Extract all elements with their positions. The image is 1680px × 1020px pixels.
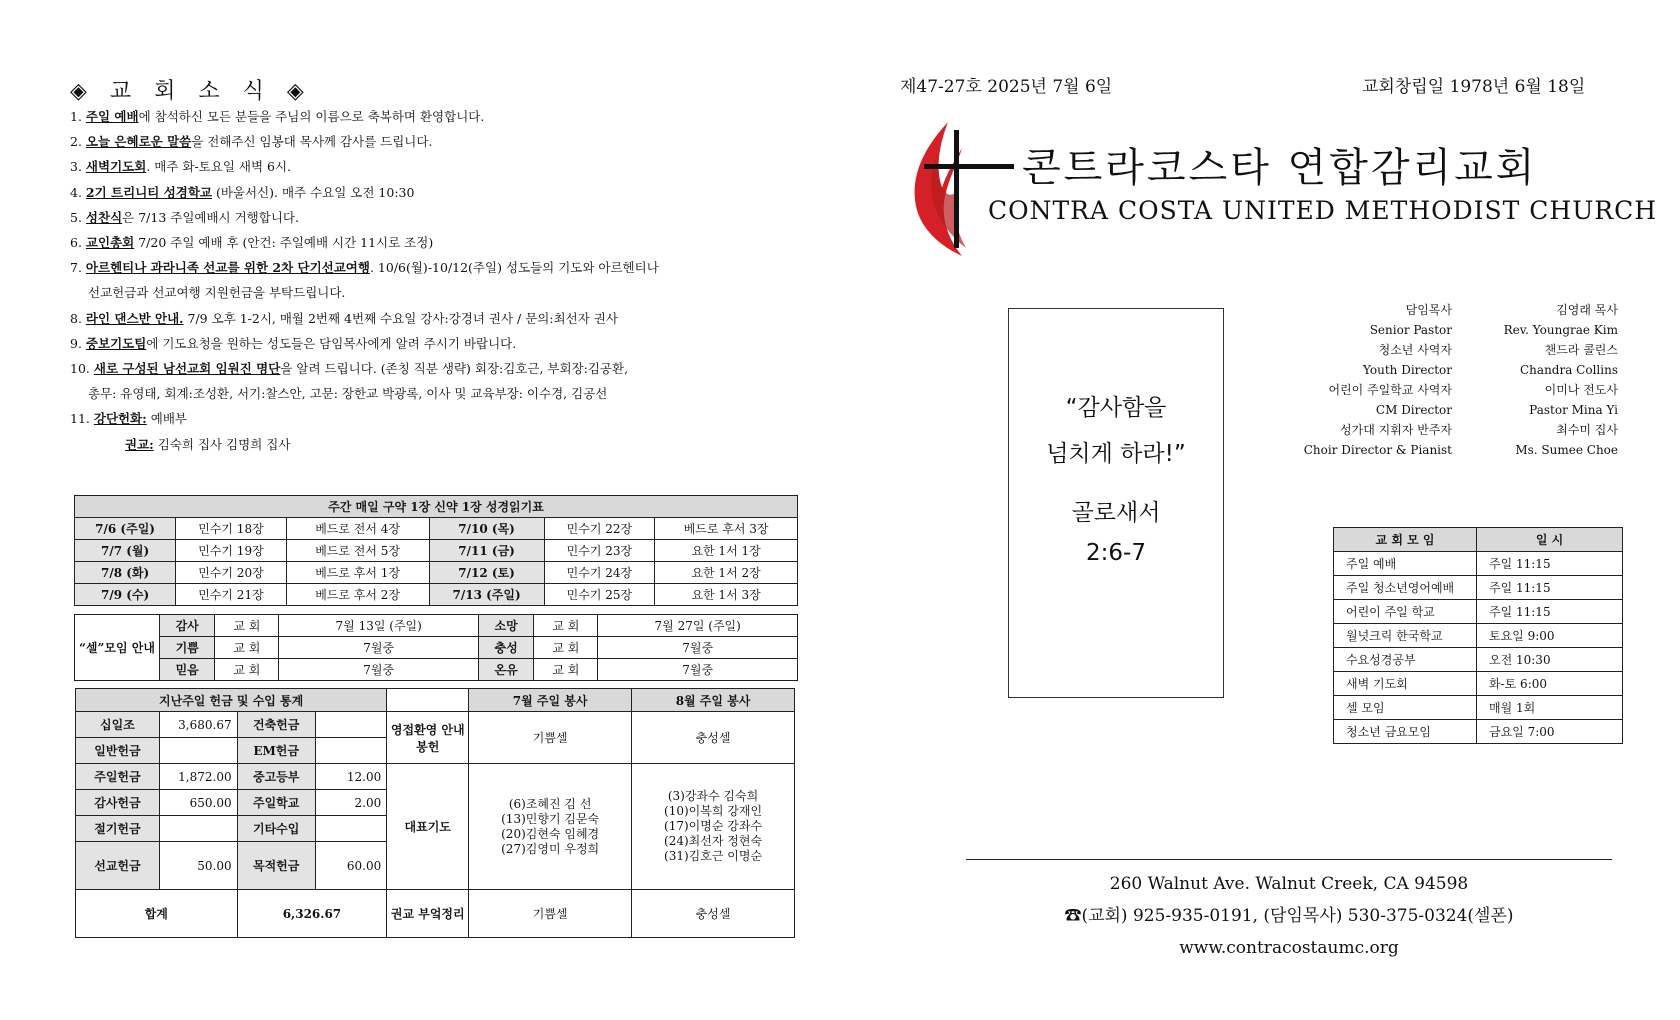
table-cell: 감사: [160, 615, 215, 637]
table-cell: 요한 1서 1장: [655, 540, 798, 562]
meetings-table: [1333, 527, 1623, 744]
issue-info: 제47-27호 2025년 7월 6일: [900, 77, 1113, 97]
news-item: 2. 오늘 은혜로운 말씀을 전해주신 임봉대 목사께 감사를 드립니다.: [70, 134, 433, 150]
table-row: [1334, 600, 1623, 624]
table-cell: 베드로 후서 3장: [655, 518, 798, 540]
table-cell: 주일 청소년영어예배: [1334, 576, 1477, 600]
table-cell: EM헌금: [237, 738, 315, 764]
table-cell: 650.00: [159, 790, 237, 816]
table-cell: 교 회: [215, 637, 279, 659]
table-cell: 2.00: [315, 790, 387, 816]
table-cell: 기쁨셀: [469, 890, 632, 938]
diamond-icon: ◈: [70, 79, 95, 104]
table-cell: 민수기 18장: [176, 518, 287, 540]
table-cell: 7/10 (목): [429, 518, 544, 540]
table-cell: 주일학교: [237, 790, 315, 816]
table-cell: 12.00: [315, 764, 387, 790]
news-item-cont: 권교: 김숙희 집사 김명희 집사: [125, 436, 291, 452]
table-cell: 요한 1서 3장: [655, 584, 798, 606]
table-cell: 7/13 (주일): [429, 584, 544, 606]
table-cell: 7월 주일 봉사: [469, 689, 632, 712]
table-cell: 3,680.67: [159, 712, 237, 738]
table-cell: 민수기 22장: [544, 518, 655, 540]
table-cell: 7/11 (금): [429, 540, 544, 562]
total-value: 6,326.67: [237, 890, 387, 938]
table-row: [75, 518, 798, 540]
table-cell: 주일 11:15: [1477, 600, 1623, 624]
table-cell: [315, 738, 387, 764]
table-cell: 청소년 금요모임: [1334, 720, 1477, 744]
table-cell: 일 시: [1477, 528, 1623, 552]
table-cell: 기쁨: [160, 637, 215, 659]
website-link[interactable]: www.contracostaumc.org: [1179, 938, 1399, 958]
news-item: 11. 강단헌화: 예배부: [70, 411, 187, 427]
table-cell: 영접환영 안내봉헌: [387, 712, 469, 764]
table-cell: 7/9 (수): [75, 584, 176, 606]
table-cell: 베드로 후서 1장: [286, 562, 429, 584]
staff-names: 김영래 목사 Rev. Youngrae Kim 챈드라 콜린스 Chandra Collins 이미나 전도사 Pastor Mina Yi 최수미 집사 Ms. Sumee Choe: [1503, 303, 1618, 457]
table-cell: 충성: [478, 637, 533, 659]
table-cell: 오전 10:30: [1477, 648, 1623, 672]
table-row: [75, 659, 798, 681]
table-row: [1334, 696, 1623, 720]
table-cell: 민수기 21장: [176, 584, 287, 606]
table-cell: 민수기 23장: [544, 540, 655, 562]
news-item: 7. 아르헨티나 과라니족 선교를 위한 2차 단기선교여행. 10/6(월)-10/12(주일) 성도들의 기도와 아르헨티나: [70, 260, 659, 276]
table-cell: [387, 689, 469, 712]
table-row: [1334, 720, 1623, 744]
table-cell: 수요성경공부: [1334, 648, 1477, 672]
table-cell: 매월 1회: [1477, 696, 1623, 720]
table-cell: 감사헌금: [76, 790, 160, 816]
table-cell: 새벽 기도회: [1334, 672, 1477, 696]
table-cell: [315, 816, 387, 842]
table-cell: 7월중: [279, 637, 479, 659]
cross-flame-logo-icon: [906, 118, 1016, 260]
founded-date: 교회창립일 1978년 6월 18일: [1362, 77, 1586, 97]
table-row: [75, 615, 798, 637]
table-cell: 대표기도: [387, 764, 469, 890]
table-row: [1334, 648, 1623, 672]
news-item: 8. 라인 댄스반 안내. 7/9 오후 1-2시, 매월 2번째 4번째 수요일 강사:강경녀 권사 / 문의:최선자 권사: [70, 310, 618, 326]
table-row: [1334, 552, 1623, 576]
news-item: 6. 교인총회 7/20 주일 예배 후 (안건: 주일예배 시간 11시로 조정): [70, 235, 434, 251]
verse-quote: “감사함을 넘치게 하라!”: [1046, 395, 1186, 467]
table-cell: 교 회: [215, 659, 279, 681]
prayer-july: (6)조혜진 김 선 (13)민향기 김문숙 (20)김현숙 임혜경 (27)김영미 우정희: [469, 764, 632, 890]
table-cell: 7월중: [279, 659, 479, 681]
church-name-english: CONTRA COSTA UNITED METHODIST CHURCH: [988, 196, 1658, 225]
phone: ☎(교회) 925-935-0191, (담임목사) 530-375-0324(셀폰): [1064, 906, 1514, 926]
table-cell: 교 회: [215, 615, 279, 637]
table-cell: 소망: [478, 615, 533, 637]
table-cell: 7/6 (주일): [75, 518, 176, 540]
table-cell: 주일 11:15: [1477, 576, 1623, 600]
table-cell: 8월 주일 봉사: [632, 689, 795, 712]
table-cell: [159, 816, 237, 842]
church-name-korean: 콘트라코스타 연합감리교회: [1022, 145, 1538, 191]
news-item: 10. 새로 구성된 남선교회 임원진 명단을 알려 드립니다. (존칭 직분 생략) 회장:김호근, 부회장:김공환,: [70, 361, 629, 377]
cell-group-table: [74, 614, 798, 681]
table-cell: 7/12 (토): [429, 562, 544, 584]
table-row: [75, 540, 798, 562]
table-cell: 월넛크릭 한국학교: [1334, 624, 1477, 648]
table-cell: 베드로 후서 2장: [286, 584, 429, 606]
prayer-aug: (3)강좌수 김숙희 (10)이복희 강재인 (17)이명순 강좌수 (24)최선자 정현숙 (31)김호근 이명순: [632, 764, 795, 890]
contact-info: [966, 868, 1612, 964]
table-cell: [315, 712, 387, 738]
table-cell: 온유: [478, 659, 533, 681]
table-cell: 토요일 9:00: [1477, 624, 1623, 648]
table-cell: 민수기 25장: [544, 584, 655, 606]
table-cell: 50.00: [159, 842, 237, 890]
news-item: 9. 중보기도팀에 기도요청을 원하는 성도들은 담임목사에게 알려 주시기 바랍니다.: [70, 335, 517, 351]
news-item-cont: 총무: 유영태, 회계:조성환, 서기:찰스안, 고문: 장한교 박광록, 이사 및 교육부장: 이수경, 김공선: [88, 386, 608, 402]
table-cell: 60.00: [315, 842, 387, 890]
table-cell: 선교헌금: [76, 842, 160, 890]
news-item: 3. 새벽기도회. 매주 화-토요일 새벽 6시.: [70, 159, 292, 175]
table-cell: 7/7 (월): [75, 540, 176, 562]
table-cell: 충성셀: [632, 890, 795, 938]
table-cell: 목적헌금: [237, 842, 315, 890]
news-list: [70, 104, 770, 457]
table-cell: 교 회: [534, 637, 598, 659]
table-row: [75, 637, 798, 659]
verse-box: [1008, 308, 1224, 698]
table-row: [1334, 576, 1623, 600]
table-cell: 교 회 모 임: [1334, 528, 1477, 552]
table-cell: 민수기 24장: [544, 562, 655, 584]
table-cell: 어린이 주일 학교: [1334, 600, 1477, 624]
table-cell: 지난주일 헌금 및 수입 통계: [76, 689, 387, 712]
table-row: [1334, 672, 1623, 696]
table-cell: 7월중: [598, 659, 798, 681]
table-row: [75, 584, 798, 606]
table-cell: 충성셀: [632, 712, 795, 764]
table-row: [1334, 624, 1623, 648]
news-item: 4. 2기 트리니티 성경학교 (바울서신). 매주 수요일 오전 10:30: [70, 184, 415, 200]
table-cell: 주일헌금: [76, 764, 160, 790]
table-cell: 셀 모임: [1334, 696, 1477, 720]
table-cell: 믿음: [160, 659, 215, 681]
news-item-cont: 선교헌금과 선교여행 지원헌금을 부탁드립니다.: [88, 285, 346, 301]
table-cell: 7월 27일 (주일): [598, 615, 798, 637]
table-cell: 주일 예배: [1334, 552, 1477, 576]
table-cell: 금요일 7:00: [1477, 720, 1623, 744]
table-cell: 1,872.00: [159, 764, 237, 790]
table-cell: 민수기 19장: [176, 540, 287, 562]
table-cell: 중고등부: [237, 764, 315, 790]
table-cell: 권교 부엌정리: [387, 890, 469, 938]
table-cell: 기타수입: [237, 816, 315, 842]
staff-roles: 담임목사 Senior Pastor 청소년 사역자 Youth Director 어린이 주일학교 사역자 CM Director 성가대 지휘자 반주자 Choir Director & Pianist: [1303, 303, 1452, 457]
divider: [966, 859, 1612, 860]
total-label: 합계: [76, 890, 238, 938]
table-cell: 일반헌금: [76, 738, 160, 764]
table-cell: 기쁨셀: [469, 712, 632, 764]
news-item: 5. 성찬식은 7/13 주일예배시 거행합니다.: [70, 209, 299, 225]
table-cell: [159, 738, 237, 764]
table-cell: 베드로 전서 4장: [286, 518, 429, 540]
table-cell: 화-토 6:00: [1477, 672, 1623, 696]
table-cell: 교 회: [534, 615, 598, 637]
news-title: ◈ 교 회 소 식 ◈: [70, 79, 312, 104]
table-cell: 7월중: [598, 637, 798, 659]
table-cell: 교 회: [534, 659, 598, 681]
verse-reference: 골로새서 2:6-7: [1071, 500, 1161, 566]
diamond-icon: ◈: [286, 79, 312, 104]
cell-label: “셀”모임 안내: [75, 615, 160, 681]
table-cell: 십일조: [76, 712, 160, 738]
table-cell: 7/8 (화): [75, 562, 176, 584]
reading-title: 주간 매일 구약 1장 신약 1장 성경읽기표: [75, 496, 798, 518]
table-cell: 베드로 전서 5장: [286, 540, 429, 562]
table-cell: 주일 11:15: [1477, 552, 1623, 576]
table-cell: 절기헌금: [76, 816, 160, 842]
table-cell: 7월 13일 (주일): [279, 615, 479, 637]
offering-table: [75, 688, 795, 938]
table-row: [75, 562, 798, 584]
table-cell: 건축헌금: [237, 712, 315, 738]
bible-reading-table: [74, 495, 798, 606]
table-cell: 민수기 20장: [176, 562, 287, 584]
news-item: 1. 주일 예배에 참석하신 모든 분들을 주님의 이름으로 축복하며 환영합니다.: [70, 109, 485, 124]
table-cell: 요한 1서 2장: [655, 562, 798, 584]
address: 260 Walnut Ave. Walnut Creek, CA 94598: [1109, 874, 1469, 894]
